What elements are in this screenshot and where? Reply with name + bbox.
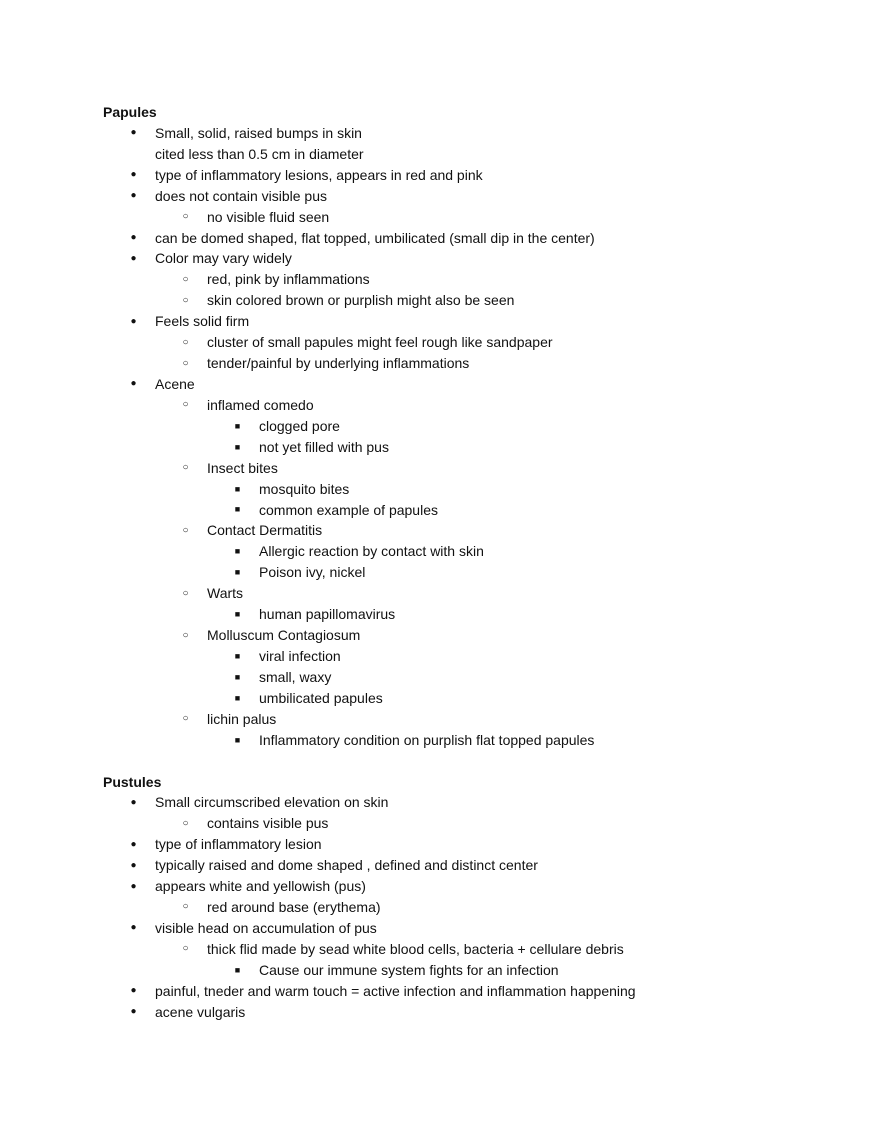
list-item-text: small, waxy	[259, 668, 332, 685]
list-item	[103, 416, 870, 437]
list-item	[103, 374, 870, 395]
bullet-circle-icon: ○	[182, 336, 189, 348]
indent-spacer	[103, 886, 125, 887]
list-item-text: red around base (erythema)	[207, 899, 381, 916]
indent-spacer	[103, 865, 125, 866]
indent-spacer	[103, 237, 125, 238]
list-item	[103, 583, 870, 604]
list-item	[103, 458, 870, 479]
list-item-text: Small, solid, raised bumps in skin	[155, 124, 362, 141]
bullet-disc-icon: ●	[130, 378, 137, 390]
indent-spacer	[103, 614, 229, 615]
indent-spacer	[103, 426, 229, 427]
list-item-text: umbilicated papules	[259, 689, 383, 706]
list-item	[103, 353, 870, 374]
bullet-circle-icon: ○	[182, 587, 189, 599]
indent-spacer	[103, 907, 177, 908]
indent-spacer	[103, 719, 177, 720]
list-item	[103, 248, 870, 269]
bullet-square-icon: ■	[234, 734, 241, 745]
list-item	[103, 269, 870, 290]
bullet-circle-icon: ○	[182, 524, 189, 536]
list-item	[103, 123, 870, 144]
list-item-text: inflamed comedo	[207, 396, 314, 413]
list-item	[103, 813, 870, 834]
indent-spacer	[103, 175, 125, 176]
bullet-square-icon: ■	[234, 567, 241, 578]
list-item	[103, 897, 870, 918]
indent-spacer	[103, 468, 177, 469]
list-item-text: Color may vary widely	[155, 250, 292, 267]
bullet-square-icon: ■	[234, 546, 241, 557]
indent-spacer	[103, 133, 125, 134]
list-item-text: thick flid made by sead white blood cells, bacteria + cellulare debris	[207, 940, 624, 957]
indent-spacer	[103, 154, 155, 155]
list-item	[103, 186, 870, 207]
bullet-circle-icon: ○	[182, 943, 189, 955]
list-item	[103, 562, 870, 583]
list-item	[103, 541, 870, 562]
indent-spacer	[103, 844, 125, 845]
indent-spacer	[103, 991, 125, 992]
bullet-disc-icon: ●	[130, 252, 137, 264]
list-item-text: visible head on accumulation of pus	[155, 919, 377, 936]
list-item	[103, 688, 870, 709]
bullet-square-icon: ■	[234, 504, 241, 515]
list-item-text: Allergic reaction by contact with skin	[259, 543, 484, 560]
list-item-text: appears white and yellowish (pus)	[155, 878, 366, 895]
bullet-square-icon: ■	[234, 420, 241, 431]
section-papules	[103, 102, 870, 751]
list-item	[103, 437, 870, 458]
list-item-text: type of inflammatory lesion	[155, 836, 322, 853]
list-item-text: Warts	[207, 585, 244, 602]
indent-spacer	[103, 949, 177, 950]
list-item	[103, 939, 870, 960]
list-item-text: cluster of small papules might feel rough like sandpaper	[207, 334, 553, 351]
list-item	[103, 395, 870, 416]
list-item	[103, 228, 870, 249]
indent-spacer	[103, 384, 125, 385]
section-heading: Papules	[103, 104, 157, 120]
list-item-text: tender/painful by underlying inflammations	[207, 355, 470, 372]
indent-spacer	[103, 698, 229, 699]
bullet-square-icon: ■	[234, 609, 241, 620]
indent-spacer	[103, 928, 125, 929]
list-item-text: Insect bites	[207, 459, 278, 476]
list-item-text: Molluscum Contagiosum	[207, 627, 361, 644]
bullet-disc-icon: ●	[130, 1006, 137, 1018]
list-item-text: no visible fluid seen	[207, 208, 330, 225]
list-item	[103, 1002, 870, 1023]
bullet-disc-icon: ●	[130, 859, 137, 871]
list-item-text: Small circumscribed elevation on skin	[155, 794, 389, 811]
bullet-square-icon: ■	[234, 441, 241, 452]
indent-spacer	[103, 196, 125, 197]
bullet-disc-icon: ●	[130, 838, 137, 850]
list-item-text: human papillomavirus	[259, 606, 396, 623]
list-item	[103, 792, 870, 813]
list-item-text: lichin palus	[207, 710, 277, 727]
bullet-disc-icon: ●	[130, 985, 137, 997]
bullet-disc-icon: ●	[130, 190, 137, 202]
bullet-circle-icon: ○	[182, 462, 189, 474]
section-pustules	[103, 772, 870, 1023]
list-item-text: skin colored brown or purplish might also be seen	[207, 292, 515, 309]
bullet-circle-icon: ○	[182, 357, 189, 369]
list-item-text: type of inflammatory lesions, appears in red and pink	[155, 166, 483, 183]
bullet-disc-icon: ●	[130, 880, 137, 892]
list-item	[103, 520, 870, 541]
list-item-text: Contact Dermatitis	[207, 522, 323, 539]
indent-spacer	[103, 258, 125, 259]
indent-spacer	[103, 363, 177, 364]
bullet-circle-icon: ○	[182, 713, 189, 725]
list-item	[103, 500, 870, 521]
list-item-text: viral infection	[259, 647, 341, 664]
list-item-text: can be domed shaped, flat topped, umbilicated (small dip in the center)	[155, 229, 595, 246]
indent-spacer	[103, 489, 229, 490]
indent-spacer	[103, 970, 229, 971]
bullet-circle-icon: ○	[182, 817, 189, 829]
indent-spacer	[103, 300, 177, 301]
list-item-text: does not contain visible pus	[155, 187, 327, 204]
indent-spacer	[103, 530, 177, 531]
list-item	[103, 646, 870, 667]
section-heading: Pustules	[103, 773, 162, 790]
indent-spacer	[103, 740, 229, 741]
bullet-disc-icon: ●	[130, 315, 137, 327]
bullet-disc-icon: ●	[130, 796, 137, 808]
bullet-circle-icon: ○	[182, 629, 189, 641]
list-item-text: not yet filled with pus	[259, 438, 389, 455]
list-item	[103, 981, 870, 1002]
indent-spacer	[103, 802, 125, 803]
list-item-text: Cause our immune system fights for an infection	[259, 961, 559, 978]
list-item-text: acene vulgaris	[155, 1003, 246, 1020]
bullet-disc-icon: ●	[130, 127, 137, 139]
list-item-text: cited less than 0.5 cm in diameter	[155, 145, 364, 162]
list-item	[103, 960, 870, 981]
bullet-square-icon: ■	[234, 964, 241, 975]
bullet-square-icon: ■	[234, 483, 241, 494]
list-item	[103, 604, 870, 625]
list-item-text: painful, tneder and warm touch = active infection and inflammation happening	[155, 982, 636, 999]
indent-spacer	[103, 447, 229, 448]
indent-spacer	[103, 1012, 125, 1013]
list-item-text: Poison ivy, nickel	[259, 564, 366, 581]
bullet-circle-icon: ○	[182, 211, 189, 223]
list-item	[103, 855, 870, 876]
list-item-text: mosquito bites	[259, 480, 350, 497]
indent-spacer	[103, 321, 125, 322]
list-item	[103, 834, 870, 855]
list-item	[103, 311, 870, 332]
indent-spacer	[103, 677, 229, 678]
indent-spacer	[103, 823, 177, 824]
indent-spacer	[103, 551, 229, 552]
list-item	[103, 876, 870, 897]
list-item	[103, 709, 870, 730]
list-item	[103, 667, 870, 688]
list-item-text: Inflammatory condition on purplish flat topped papules	[259, 731, 595, 748]
indent-spacer	[103, 572, 229, 573]
list-item-text: red, pink by inflammations	[207, 271, 370, 288]
list-item	[103, 290, 870, 311]
bullet-square-icon: ■	[234, 692, 241, 703]
list-item	[103, 165, 870, 186]
bullet-circle-icon: ○	[182, 294, 189, 306]
list-item-text: typically raised and dome shaped , defined and distinct center	[155, 857, 538, 874]
list-item	[103, 207, 870, 228]
bullet-circle-icon: ○	[182, 901, 189, 913]
list-item-text: common example of papules	[259, 501, 438, 518]
bullet-disc-icon: ●	[130, 169, 137, 181]
indent-spacer	[103, 509, 229, 510]
document-body	[103, 102, 870, 1023]
list-item	[103, 918, 870, 939]
indent-spacer	[103, 656, 229, 657]
indent-spacer	[103, 342, 177, 343]
bullet-square-icon: ■	[234, 671, 241, 682]
list-item	[103, 332, 870, 353]
indent-spacer	[103, 593, 177, 594]
indent-spacer	[103, 405, 177, 406]
list-item-text: contains visible pus	[207, 815, 329, 832]
bullet-square-icon: ■	[234, 650, 241, 661]
list-item	[103, 730, 870, 751]
list-item	[103, 144, 870, 165]
indent-spacer	[103, 635, 177, 636]
bullet-disc-icon: ●	[130, 231, 137, 243]
list-item-text: Feels solid firm	[155, 313, 250, 330]
bullet-circle-icon: ○	[182, 273, 189, 285]
indent-spacer	[103, 217, 177, 218]
list-item-text: Acene	[155, 375, 195, 392]
bullet-disc-icon: ●	[130, 922, 137, 934]
indent-spacer	[103, 279, 177, 280]
list-item-text: clogged pore	[259, 417, 340, 434]
list-item	[103, 625, 870, 646]
list-item	[103, 479, 870, 500]
bullet-circle-icon: ○	[182, 399, 189, 411]
